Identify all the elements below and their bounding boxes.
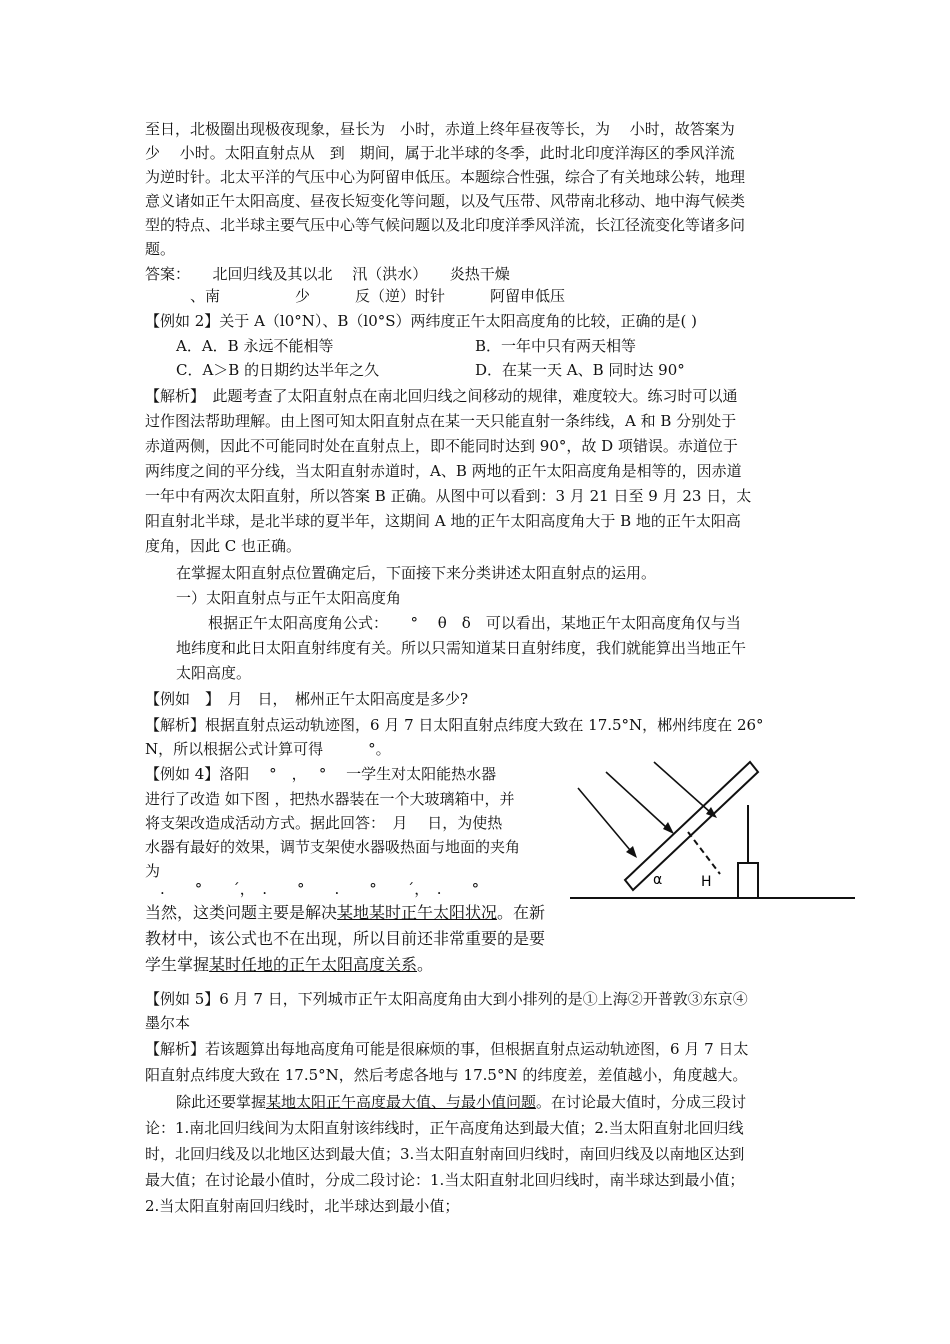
closing-line-2: 论：1.南北回归线间为太阳直射该纬线时，正午高度角达到最大值；2.当太阳直射北回归线 xyxy=(145,1119,744,1137)
example-2-option-d: D．在某一天 A、B 同时达 90° xyxy=(475,361,685,379)
para-intro-line-2: 少 小时。太阳直射点从 到 期间，属于北半球的冬季，此时北印度洋海区的季风洋流 xyxy=(145,144,735,162)
para-intro-line-3: 为逆时针。北太平洋的气压中心为阿留申低压。本题综合性强，综合了有关地球公转，地理 xyxy=(145,168,746,186)
analysis-2-line-4: 两纬度之间的平分线，当太阳直射赤道时，A、B 两地的正午太阳高度角是相等的，因赤道 xyxy=(145,462,742,480)
note-line-1 xyxy=(145,902,545,924)
closing-line-1-tail: 。在讨论最大值时，分成三段讨 xyxy=(536,1093,747,1111)
example-4-line-4: 水器有最好的效果，调节支架使水器吸热面与地面的夹角 xyxy=(145,838,521,856)
height-dashed-line xyxy=(688,832,720,874)
closing-line-1-text: 除此还要掌握 xyxy=(176,1093,267,1111)
example-2-option-b: B．一年中只有两天相等 xyxy=(475,337,637,355)
example-2-option-c: C．A＞B 的日期约达半年之久 xyxy=(176,361,380,379)
note-line-2: 教材中，该公式也不在出现，所以目前还非常重要的是要 xyxy=(145,929,546,948)
example-2-option-a: A．A．B 永远不能相等 xyxy=(176,337,334,355)
answer-line-2: 、南 少 反（逆）时针 阿留申低压 xyxy=(145,287,566,305)
analysis-3-line-2: N，所以根据公式计算可得 °。 xyxy=(145,740,391,758)
note-line-3 xyxy=(145,954,433,976)
analysis-5-line-2: 阳直射点纬度大致在 17.5°N，然后考虑各地与 17.5°N 的纬度差，差值越小，角度越大。 xyxy=(145,1066,748,1084)
formula-line-1: 根据正午太阳高度角公式： ° θ δ 可以看出，某地正午太阳高度角仅与当 xyxy=(208,614,741,632)
example-5-line-1: 【例如 5】6 月 7 日，下列城市正午太阳高度角由大到小排列的是①上海②开普敦③东京④ xyxy=(145,990,748,1008)
example-4-line-2: 进行了改造 如下图 ，把热水器装在一个大玻璃箱中，并 xyxy=(145,790,515,808)
answer-line-1: 答案： 北回归线及其以北 汛（洪水） 炎热干燥 xyxy=(145,265,510,283)
closing-line-3: 时，北回归线及以北地区达到最大值；3.当太阳直射南回归线时，南回归线及以南地区达到 xyxy=(145,1145,745,1163)
example-5-line-2: 墨尔本 xyxy=(145,1014,191,1032)
sun-ray-2 xyxy=(606,772,667,828)
analysis-5-line-1: 【解析】若该题算出每地高度角可能是很麻烦的事，但根据直射点运动轨迹图，6 月 7 日太 xyxy=(145,1040,749,1058)
note-line-1-underlined: 某地某时正午太阳状况 xyxy=(337,903,498,922)
analysis-2-line-6: 阳直射北半球，是北半球的夏半年，这期间 A 地的正午太阳高度角大于 B 地的正午太阳高 xyxy=(145,512,741,530)
transition-line: 在掌握太阳直射点位置确定后，下面接下来分类讲述太阳直射点的运用。 xyxy=(176,564,657,582)
analysis-2-line-5: 一年中有两次太阳直射，所以答案 B 正确。从图中可以看到：3 月 21 日至 9 月 23 日，太 xyxy=(145,487,752,505)
closing-line-1 xyxy=(176,1091,746,1113)
height-label: H xyxy=(701,874,712,890)
note-line-1-text: 当然，这类问题主要是解决 xyxy=(145,903,338,922)
solar-water-heater-diagram xyxy=(570,760,860,910)
analysis-2-line-7: 度角，因此 C 也正确。 xyxy=(145,537,302,555)
para-intro-line-6: 题。 xyxy=(145,240,176,258)
analysis-2-line-3: 赤道两侧，因此不可能同时处在直射点上，即不能同时达到 90°，故 D 项错误。赤道位于 xyxy=(145,437,738,455)
formula-line-2: 地纬度和此日太阳直射纬度有关。所以只需知道某日直射纬度，我们就能算出当地正午 xyxy=(176,639,747,657)
note-line-1-tail: 。在新 xyxy=(497,903,546,922)
section-heading: 一）太阳直射点与正午太阳高度角 xyxy=(176,589,402,607)
formula-line-3: 太阳高度。 xyxy=(176,664,252,682)
closing-line-1-underlined: 某地太阳正午高度最大值、与最小值问题 xyxy=(266,1093,537,1111)
example-4-line-3: 将支架改造成活动方式。据此回答： 月 日，为使热 xyxy=(145,814,503,832)
example-3-question: 【例如 】 月 日， 郴州正午太阳高度是多少? xyxy=(145,690,469,708)
para-intro-line-4: 意义诸如正午太阳高度、昼夜长短变化等问题，以及气压带、风带南北移动、地中海气候类 xyxy=(145,192,746,210)
alpha-label: α xyxy=(653,872,663,888)
note-line-3-underlined: 某时任地的正午太阳高度关系 xyxy=(209,955,418,974)
sun-ray-3 xyxy=(654,762,710,812)
para-intro-line-5: 型的特点、北半球主要气压中心等气候问题以及北印度洋季风洋流，长江径流变化等诸多问 xyxy=(145,216,746,234)
example-4-options: . ° ´， . ° . ° ´， . ° xyxy=(145,880,480,898)
support-stand xyxy=(738,863,758,898)
para-intro-line-1: 至日，北极圈出现极夜现象，昼长为 小时，赤道上终年昼夜等长，为 小时，故答案为 xyxy=(145,120,735,138)
example-2-question: 【例如 2】关于 A（l0°N）、B（l0°S）两纬度正午太阳高度角的比较，正确的是( ) xyxy=(145,312,697,330)
note-line-3-tail: 。 xyxy=(417,955,434,974)
closing-line-4: 最大值；在讨论最小值时，分成二段讨论：1.当太阳直射北回归线时，南半球达到最小值； xyxy=(145,1171,745,1189)
analysis-3-line-1: 【解析】根据直射点运动轨迹图，6 月 7 日太阳直射点纬度大致在 17.5°N，郴州纬度在 26° xyxy=(145,716,764,734)
example-4-line-5: 为 xyxy=(145,862,161,880)
closing-line-5: 2.当太阳直射南回归线时，北半球达到最小值； xyxy=(145,1197,460,1215)
sun-ray-1 xyxy=(578,788,630,850)
analysis-2-line-1: 【解析】 此题考查了太阳直射点在南北回归线之间移动的规律，难度较大。练习时可以通 xyxy=(145,387,738,405)
note-line-3-text: 学生掌握 xyxy=(145,955,210,974)
analysis-2-line-2: 过作图法帮助理解。由上图可知太阳直射点在某一天只能直射一条纬线，A 和 B 分别处于 xyxy=(145,412,737,430)
example-4-line-1: 【例如 4】洛阳 ° ， ° 一学生对太阳能热水器 xyxy=(145,765,497,783)
